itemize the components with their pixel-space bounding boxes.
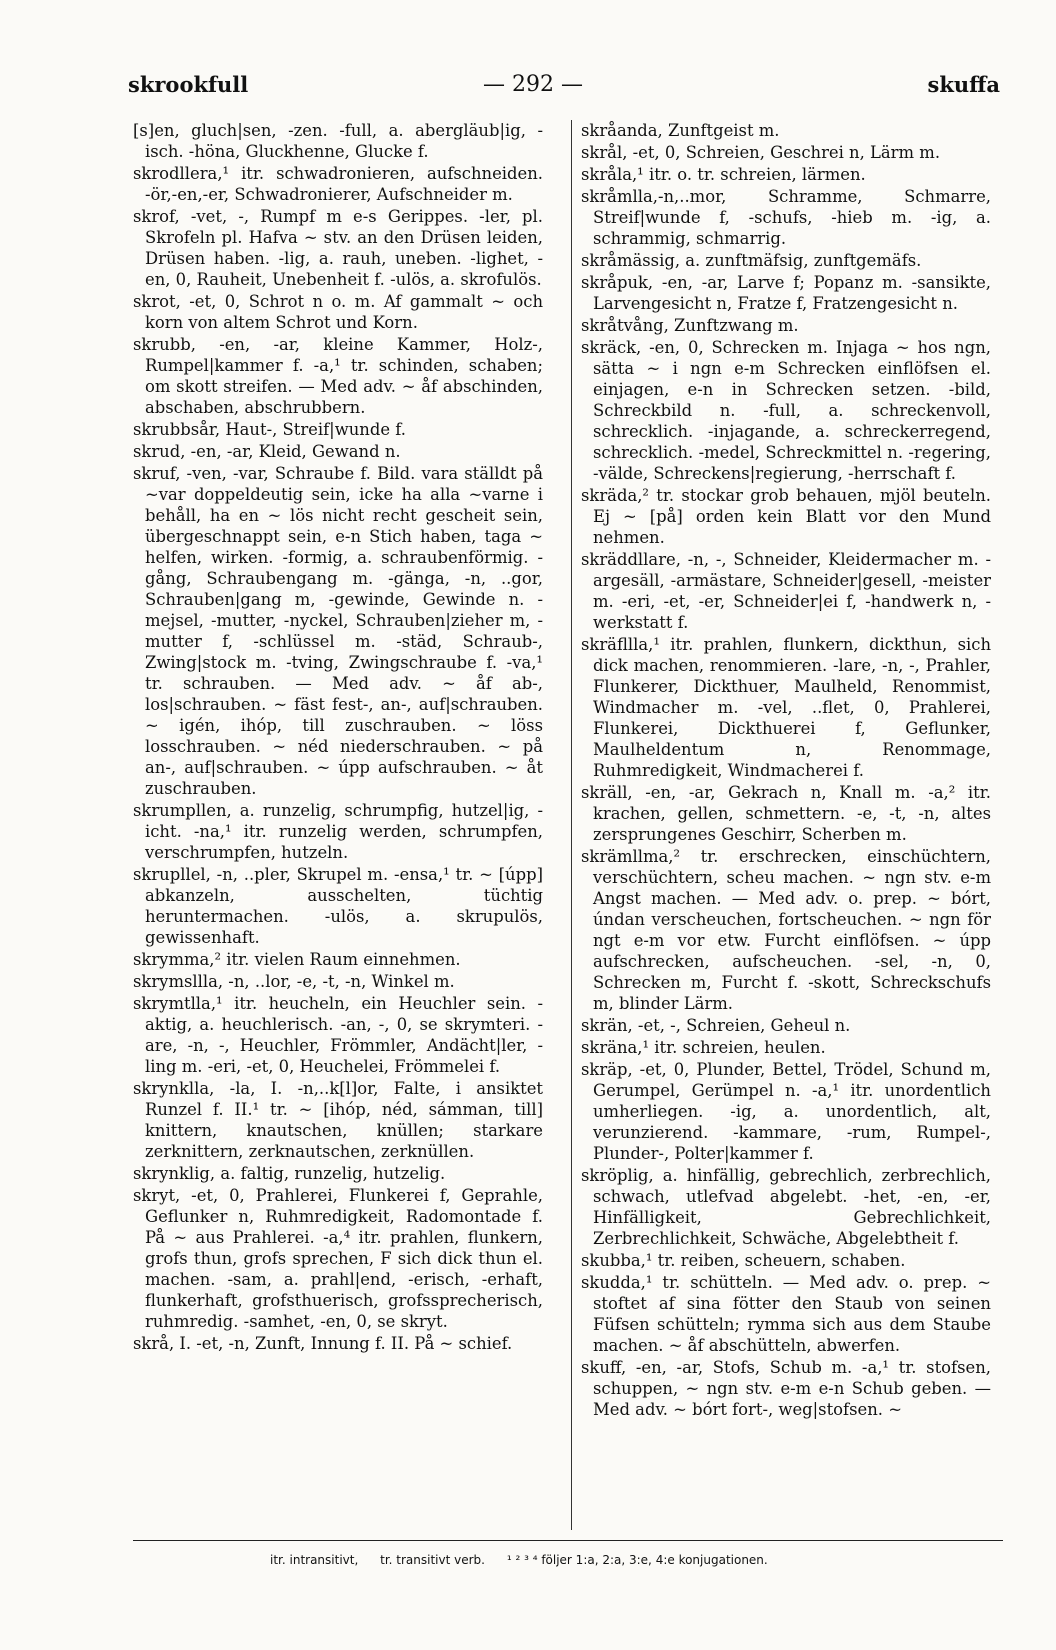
dictionary-entry: skryt, -et, 0, Prahlerei, Flunkerei f, Geprahle, Geflunker n, Ruhmredigkeit, Radomontade f. På ~ aus Prahlerei. -a,⁴ itr. prahlen, flunkern, grofs thun, grofs sprechen, F sich dick thun el. machen. -sam, a. prahl|end, -erisch, -erhaft, flunkerhaft, grofsthuerisch, grofssprecherisch, ruhmredig. -samhet, -en, 0, se skryt. bbox=[133, 1186, 543, 1331]
dictionary-entry: skudda,¹ tr. schütteln. — Med adv. o. prep. ~ stoftet af sina fötter den Staub von seinen Füfsen schütteln; rymma sich aus dem Staube machen. ~ åf abschütteln, abwerfen. bbox=[581, 1273, 991, 1355]
dictionary-entry: skråmlla,-n,..mor, Schramme, Schmarre, Streif|wunde f, -schufs, -hieb m. -ig, a. schrammig, schmarrig. bbox=[581, 187, 991, 248]
dictionary-entry: skrän, -et, -, Schreien, Geheul n. bbox=[581, 1016, 851, 1035]
dictionary-entry: skråmässig, a. zunftmäfsig, zunftgemäfs. bbox=[581, 251, 922, 270]
header-last-word: skuffa bbox=[927, 72, 1000, 97]
footer-itr: itr. intransitivt, bbox=[270, 1553, 359, 1567]
dictionary-entry: skrå, I. -et, -n, Zunft, Innung f. II. På ~ schief. bbox=[133, 1334, 513, 1353]
column-divider bbox=[571, 120, 572, 1530]
left-column bbox=[133, 120, 543, 1530]
dictionary-entry: skrämllma,² tr. erschrecken, einschüchtern, verschüchtern, scheu machen. ~ ngn stv. e-m Angst machen. — Med adv. o. prep. ~ bórt, úndan verscheuchen, fortscheuchen. ~ ngn för ngt e-m vor etw. Furcht einflöfsen. ~ úpp aufschrecken, aufscheuchen. -sel, -n, 0, Schrecken m, Furcht f. -skott, Schreckschufs m, blinder Lärm. bbox=[581, 847, 991, 1013]
dictionary-entry: skrynklig, a. faltig, runzelig, hutzelig. bbox=[133, 1164, 446, 1183]
footer-tr: tr. transitivt verb. bbox=[380, 1553, 485, 1567]
dictionary-entry: skrål, -et, 0, Schreien, Geschrei n, Lärm m. bbox=[581, 143, 941, 162]
footer-rule bbox=[133, 1540, 1003, 1541]
header-first-word: skrookfull bbox=[128, 72, 249, 97]
dictionary-entry: skrud, -en, -ar, Kleid, Gewand n. bbox=[133, 442, 401, 461]
dictionary-entry: skråanda, Zunftgeist m. bbox=[581, 121, 780, 140]
dictionary-entry: skrof, -vet, -, Rumpf m e-s Gerippes. -ler, pl. Skrofeln pl. Hafva ~ stv. an den Drüsen leiden, Drüsen haben. -lig, a. rauh, uneben. -lighet, -en, 0, Rauheit, Unebenheit f. -ulös, a. skrofulös. bbox=[133, 207, 543, 289]
dictionary-entry: skräll, -en, -ar, Gekrach n, Knall m. -a,² itr. krachen, gellen, schmettern. -e, -t, -n, altes zersprungenes Geschirr, Scherben m. bbox=[581, 783, 991, 844]
dictionary-entry: skråtvång, Zunftzwang m. bbox=[581, 316, 799, 335]
dictionary-entry: skubba,¹ tr. reiben, scheuern, schaben. bbox=[581, 1251, 906, 1270]
dictionary-entry: skrupllel, -n, ..pler, Skrupel m. -ensa,¹ tr. ~ [úpp] abkanzeln, ausschelten, tüchtig heruntermachen. -ulös, a. skrupulös, gewissenhaft. bbox=[133, 865, 543, 947]
dictionary-entry: skrubb, -en, -ar, kleine Kammer, Holz-, Rumpel|kammer f. -a,¹ tr. schinden, schaben; om skott streifen. — Med adv. ~ åf abschinden, abschaben, abschrubbern. bbox=[133, 335, 543, 417]
dictionary-entry: skrot, -et, 0, Schrot n o. m. Af gammalt ~ och korn von altem Schrot und Korn. bbox=[133, 292, 543, 332]
dictionary-entry: skräp, -et, 0, Plunder, Bettel, Trödel, Schund m, Gerumpel, Gerümpel n. -a,¹ itr. unordentlich umherliegen. -ig, a. unordentlich, alt, verunzierend. -kammare, -rum, Rumpel-, Plunder-, Polter|kammer f. bbox=[581, 1060, 991, 1163]
dictionary-entry: skrynklla, -la, I. -n,..k[l]or, Falte, i ansiktet Runzel f. II.¹ tr. ~ [ihóp, néd, sámman, till] knittern, knautschen, knüllen; starkare zerknittern, zerknautschen, zerknüllen. bbox=[133, 1079, 543, 1161]
dictionary-entry: skrymma,² itr. vielen Raum einnehmen. bbox=[133, 950, 461, 969]
dictionary-entry: skrubbsår, Haut-, Streif|wunde f. bbox=[133, 420, 406, 439]
dictionary-entry: skrymtlla,¹ itr. heucheln, ein Heuchler sein. -aktig, a. heuchlerisch. -an, -, 0, se skrymteri. -are, -n, -, Heuchler, Frömmler, Andächt|ler, -ling m. -eri, -et, 0, Heuchelei, Frömmelei f. bbox=[133, 994, 543, 1076]
dictionary-entry: [s]en, gluch|sen, -zen. -full, a. abergläub|ig, -isch. -höna, Gluckhenne, Glucke f. bbox=[133, 121, 543, 161]
dictionary-entry: skuff, -en, -ar, Stofs, Schub m. -a,¹ tr. stofsen, schuppen, ~ ngn stv. e-m e-n Schub geben. — Med adv. ~ bórt fort-, weg|stofsen. ~ bbox=[581, 1358, 991, 1419]
dictionary-entry: skråpuk, -en, -ar, Larve f; Popanz m. -sansikte, Larvengesicht n, Fratze f, Fratzengesicht n. bbox=[581, 273, 991, 313]
dictionary-entry: skråla,¹ itr. o. tr. schreien, lärmen. bbox=[581, 165, 866, 184]
page-header bbox=[128, 72, 1000, 106]
dictionary-entry: skräna,¹ itr. schreien, heulen. bbox=[581, 1038, 826, 1057]
dictionary-entry: skräda,² tr. stockar grob behauen, mjöl beuteln. Ej ~ [på] orden kein Blatt vor den Mund nehmen. bbox=[581, 486, 991, 547]
dictionary-entry: skräck, -en, 0, Schrecken m. Injaga ~ hos ngn, sätta ~ i ngn e-m Schrecken einflöfsen el. einjagen, e-n in Schrecken setzen. -bild, Schreckbild n. -full, a. schreckenvoll, schrecklich. -injagande, a. schreckerregend, schrecklich. -medel, Schreckmittel n. -regering, -välde, Schreckens|regierung, -herrschaft f. bbox=[581, 338, 991, 483]
dictionary-entry: skruf, -ven, -var, Schraube f. Bild. vara ställdt på ~var doppeldeutig sein, icke ha alla ~varne i behåll, ha en ~ lös nicht recht gescheit sein, übergeschnappt sein, e-n Stich haben, taga ~ helfen, wirken. -formig, a. schraubenförmig. -gång, Schraubengang m. -gänga, -n, ..gor, Schrauben|gang m, -gewinde, Gewinde n. -mejsel, -mutter, -nyckel, Schrauben|zieher m, -mutter f, -schlüssel m. -städ, Schraub-, Zwing|stock m. -tving, Zwingschraube f. -va,¹ tr. schrauben. — Med adv. ~ åf ab-, los|schrauben. ~ fäst fest-, an-, auf|schrauben. ~ igén, ihóp, till zuschrauben. ~ löss losschrauben. ~ néd niederschrauben. ~ på an-, auf|schrauben. ~ úpp aufschrauben. ~ åt zuschrauben. bbox=[133, 464, 543, 798]
dictionary-entry: skräddllare, -n, -, Schneider, Kleidermacher m. -argesäll, -armästare, Schneider|gesell, -meister m. -eri, -et, -er, Schneider|ei f, -handwerk n, -werkstatt f. bbox=[581, 550, 991, 632]
right-column bbox=[581, 120, 991, 1530]
dictionary-entry: skrodllera,¹ itr. schwadronieren, aufschneiden. -ör,-en,-er, Schwadronierer, Aufschneider m. bbox=[133, 164, 543, 204]
dictionary-entry: skrymsllla, -n, ..lor, -e, -t, -n, Winkel m. bbox=[133, 972, 455, 991]
dictionary-entry: skrumpllen, a. runzelig, schrumpfig, hutzel|ig, -icht. -na,¹ itr. runzelig werden, schrumpfen, verschrumpfen, hutzeln. bbox=[133, 801, 543, 862]
page-number: — 292 — bbox=[483, 72, 583, 97]
footer-conjugations: ¹ ² ³ ⁴ följer 1:a, 2:a, 3:e, 4:e konjugationen. bbox=[506, 1553, 768, 1567]
dictionary-entry: skräfllla,¹ itr. prahlen, flunkern, dickthun, sich dick machen, renommieren. -lare, -n, -, Prahler, Flunkerer, Dickthuer, Maulheld, Renommist, Windmacher m. -vel, ..flet, 0, Prahlerei, Flunkerei, Dickthuerei f, Geflunker, Maulheldentum n, Renommage, Ruhmredigkeit, Windmacherei f. bbox=[581, 635, 991, 780]
dictionary-entry: skröplig, a. hinfällig, gebrechlich, zerbrechlich, schwach, utlefvad abgelebt. -het, -en, -er, Hinfälligkeit, Gebrechlichkeit, Zerbrechlichkeit, Schwäche, Abgelebtheit f. bbox=[581, 1166, 991, 1248]
abbreviation-footer bbox=[270, 1553, 990, 1567]
